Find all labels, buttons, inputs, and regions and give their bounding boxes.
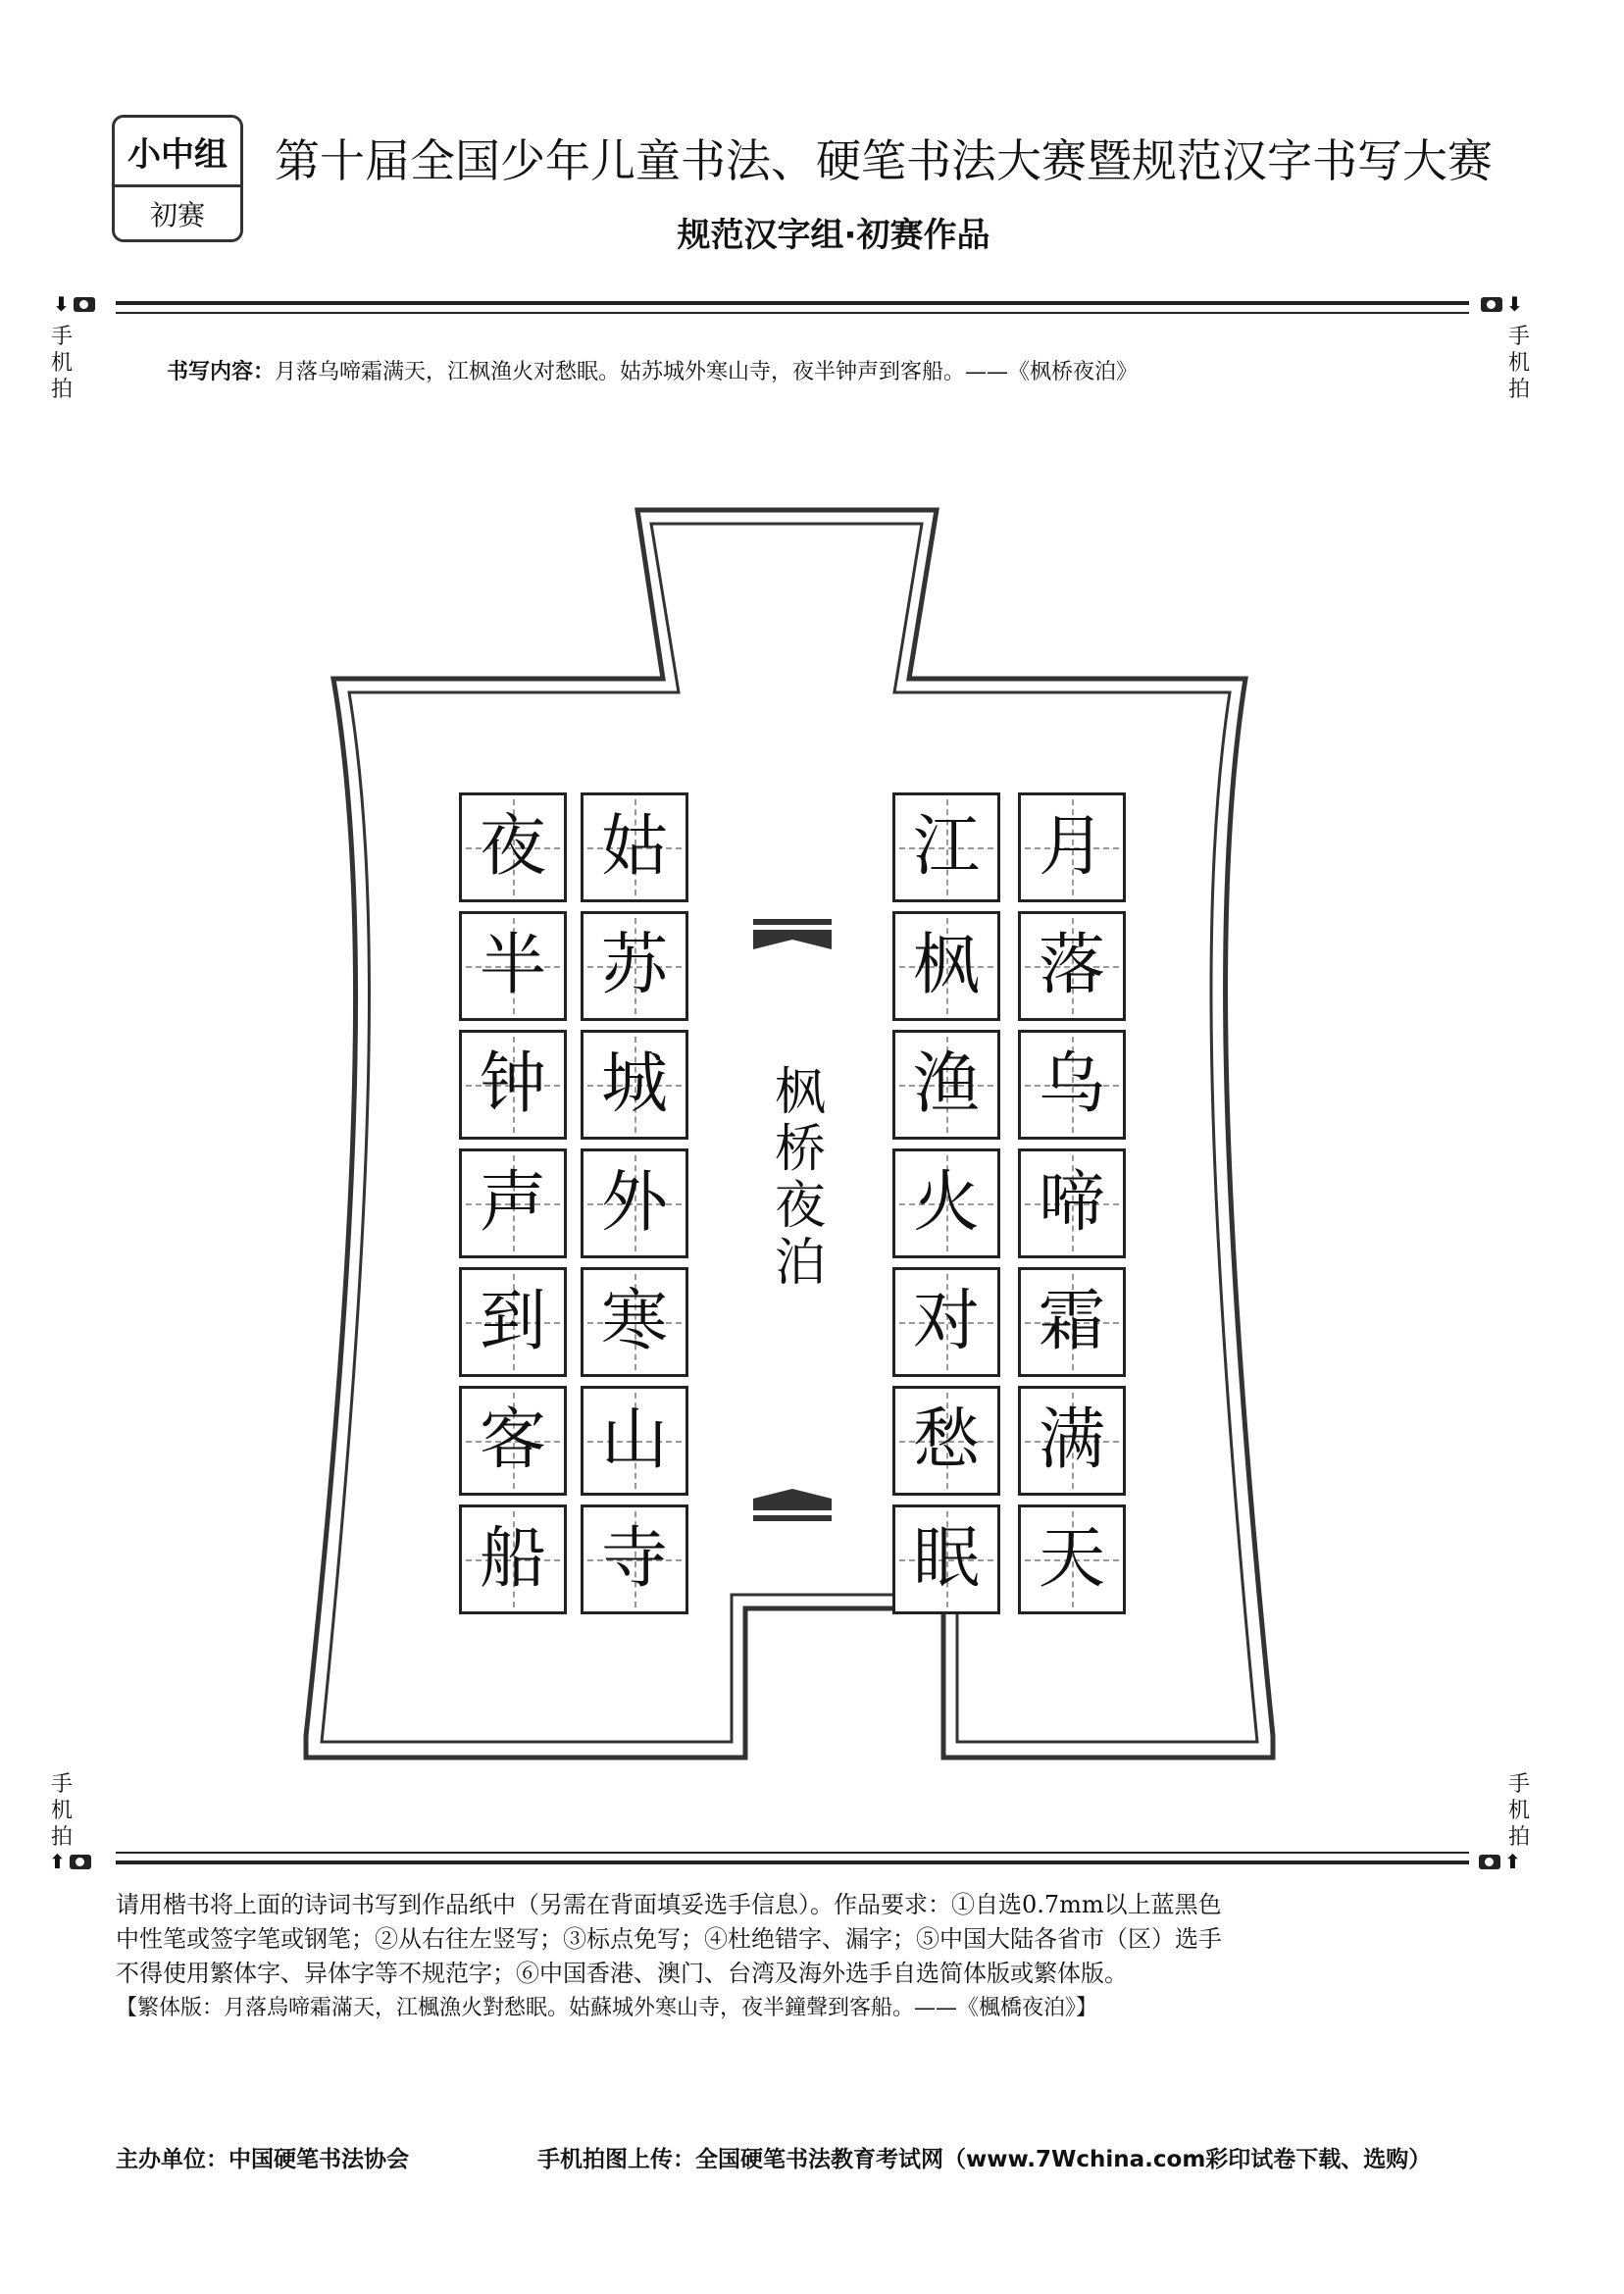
stage-label: 初赛: [149, 198, 205, 231]
poem-column-2: [892, 792, 1000, 1614]
poem-character: 夜: [479, 808, 546, 886]
poem-title-char: 桥: [775, 1120, 827, 1179]
character-cell: [459, 1267, 567, 1377]
side-label-top-right: 手机拍: [1507, 325, 1530, 402]
poem-character: 对: [912, 1283, 980, 1360]
poem-character: 山: [600, 1402, 668, 1479]
poem-character: 月: [1038, 808, 1105, 886]
character-cell: [1018, 1386, 1126, 1496]
character-cell: [581, 1504, 688, 1614]
page-subtitle: 规范汉字组·初赛作品: [677, 216, 990, 255]
character-cell: [1018, 911, 1126, 1021]
poem-character: 火: [912, 1164, 980, 1242]
instruction-line: 中性笔或签字笔或钢笔；②从右往左竖写；③标点免写；④杜绝错字、漏字；⑤中国大陆各省市（区）选手: [116, 1925, 1222, 1953]
poem-character: 声: [479, 1164, 546, 1242]
organizer: 主办单位：中国硬笔书法协会: [116, 2147, 409, 2172]
poem-character: 霜: [1038, 1283, 1105, 1360]
poem-character: 乌: [1038, 1045, 1105, 1123]
upload-info: 手机拍图上传：全国硬笔书法教育考试网（www.7Wchina.com彩印试卷下载、选购）: [537, 2147, 1432, 2172]
poem-title-char: 枫: [775, 1063, 827, 1122]
character-cell: [459, 1030, 567, 1140]
writing-content-label: 书写内容：: [167, 360, 276, 384]
competition-title: 第十届全国少年儿童书法、硬笔书法大赛暨规范汉字书写大赛: [275, 134, 1493, 187]
instruction-line: 不得使用繁体字、异体字等不规范字；⑥中国香港、澳门、台湾及海外选手自选简体版或繁体版。: [116, 1960, 1128, 1987]
poem-character: 到: [479, 1283, 546, 1360]
character-cell: [1018, 1504, 1126, 1614]
character-cell: [459, 792, 567, 902]
poem-character: 眠: [912, 1520, 980, 1598]
character-cell: [892, 792, 1000, 902]
camera-icon: [70, 1855, 91, 1869]
poem-title: [775, 1063, 827, 1293]
character-cell: [892, 1267, 1000, 1377]
character-cell: [1018, 792, 1126, 902]
poem-character: 天: [1038, 1520, 1105, 1598]
character-cell: [581, 1267, 688, 1377]
poem-character: 寒: [600, 1283, 668, 1360]
poem-character: 寺: [600, 1520, 668, 1598]
poem-column-1: [1018, 792, 1126, 1614]
poem-character: 渔: [912, 1045, 980, 1123]
poem-column-3: [581, 792, 688, 1614]
poem-character: 城: [600, 1045, 668, 1123]
traditional-version: 【繁体版：月落烏啼霜滿天，江楓漁火對愁眠。姑蘇城外寒山寺，夜半鐘聲到客船。——《楓橋夜泊》】: [116, 1996, 1098, 2020]
poem-character: 半: [479, 927, 546, 1004]
poem-character: 外: [600, 1164, 668, 1242]
character-cell: [459, 1148, 567, 1258]
poem-character: 落: [1038, 927, 1105, 1004]
instructions: [116, 1888, 1489, 2025]
camera-mark-bottom-left: [49, 1850, 91, 1873]
poem-character: 姑: [600, 808, 668, 886]
poem-character: 枫: [912, 927, 980, 1004]
poem-character: 满: [1038, 1402, 1105, 1479]
title-ornament-bottom: [753, 1489, 832, 1521]
camera-mark-bottom-right: [1479, 1850, 1521, 1873]
character-cell: [459, 1386, 567, 1496]
up-arrow-icon: ⬆: [1504, 1850, 1521, 1873]
poem-character: 船: [479, 1520, 546, 1598]
character-cell: [892, 1148, 1000, 1258]
instruction-line: 请用楷书将上面的诗词书写到作品纸中（另需在背面填妥选手信息）。作品要求：①自选0.7mm以上蓝黑色: [116, 1891, 1222, 1918]
character-cell: [892, 1030, 1000, 1140]
character-cell: [459, 911, 567, 1021]
character-cell: [581, 1030, 688, 1140]
poem-title-char: 泊: [775, 1234, 827, 1293]
poem-column-4: [459, 792, 567, 1614]
side-label-bottom-left: 手机拍: [50, 1772, 73, 1850]
down-arrow-icon: ⬇: [53, 292, 70, 316]
character-cell: [892, 1504, 1000, 1614]
bottom-rule-thick: [116, 1861, 1469, 1864]
character-cell: [1018, 1030, 1126, 1140]
character-cell: [581, 1148, 688, 1258]
character-cell: [581, 792, 688, 902]
poem-character: 苏: [600, 927, 668, 1004]
side-label-bottom-right: 手机拍: [1507, 1772, 1530, 1850]
camera-icon: [1479, 1855, 1500, 1869]
writing-content-text: 月落乌啼霜满天，江枫渔火对愁眠。姑苏城外寒山寺，夜半钟声到客船。——《枫桥夜泊》: [275, 360, 1139, 384]
character-cell: [581, 911, 688, 1021]
character-cell: [1018, 1148, 1126, 1258]
up-arrow-icon: ⬆: [49, 1850, 66, 1873]
poem-title-char: 夜: [775, 1177, 827, 1236]
group-label: 小中组: [115, 118, 240, 187]
character-cell: [459, 1504, 567, 1614]
title-ornament-top: [753, 919, 832, 949]
down-arrow-icon: ⬇: [1506, 292, 1523, 316]
poem-character: 愁: [912, 1402, 980, 1479]
character-cell: [1018, 1267, 1126, 1377]
bottom-rule-thin: [116, 1852, 1469, 1854]
poem-character: 客: [479, 1402, 546, 1479]
poem-character: 钟: [479, 1045, 546, 1123]
poem-character: 啼: [1038, 1164, 1105, 1242]
poem-character: 江: [912, 808, 980, 886]
character-cell: [892, 911, 1000, 1021]
character-cell: [892, 1386, 1000, 1496]
character-cell: [581, 1386, 688, 1496]
side-label-top-left: 手机拍: [50, 325, 73, 402]
